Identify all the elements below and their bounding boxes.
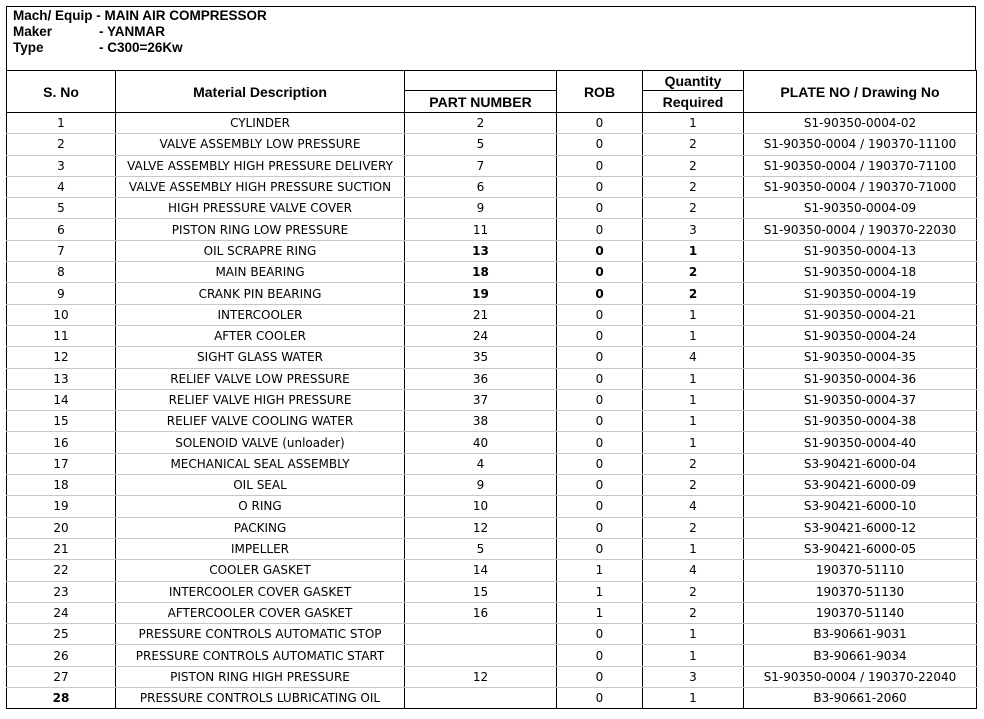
table-row — [7, 325, 977, 346]
cell-sno: 17 — [7, 453, 116, 474]
cell-quantity: 2 — [643, 262, 744, 283]
cell-sno: 21 — [7, 538, 116, 559]
cell-rob: 0 — [557, 688, 643, 709]
cell-part-number: 18 — [405, 262, 557, 283]
cell-description: PRESSURE CONTROLS AUTOMATIC STOP — [116, 624, 405, 645]
cell-part-number: 36 — [405, 368, 557, 389]
cell-quantity: 2 — [643, 176, 744, 197]
cell-description: INTERCOOLER — [116, 304, 405, 325]
cell-quantity: 2 — [643, 134, 744, 155]
table-row — [7, 176, 977, 197]
cell-sno: 25 — [7, 624, 116, 645]
cell-sno: 18 — [7, 475, 116, 496]
cell-quantity: 2 — [643, 602, 744, 623]
cell-part-number: 10 — [405, 496, 557, 517]
cell-part-number: 9 — [405, 198, 557, 219]
cell-plate-no: 190370-51130 — [744, 581, 977, 602]
cell-sno: 12 — [7, 347, 116, 368]
cell-plate-no: S1-90350-0004-02 — [744, 113, 977, 134]
col-header-sno: S. No — [7, 71, 116, 113]
cell-quantity: 1 — [643, 688, 744, 709]
cell-plate-no: S1-90350-0004-19 — [744, 283, 977, 304]
cell-rob: 0 — [557, 240, 643, 261]
cell-description: VALVE ASSEMBLY HIGH PRESSURE SUCTION — [116, 176, 405, 197]
cell-quantity: 2 — [643, 198, 744, 219]
cell-sno: 16 — [7, 432, 116, 453]
type-value: - C300=26Kw — [99, 40, 183, 55]
cell-plate-no: S1-90350-0004-24 — [744, 325, 977, 346]
cell-quantity: 1 — [643, 325, 744, 346]
mach-equip-line — [13, 8, 975, 24]
cell-sno: 2 — [7, 134, 116, 155]
cell-sno: 10 — [7, 304, 116, 325]
cell-plate-no: B3-90661-2060 — [744, 688, 977, 709]
mach-equip-value: - MAIN AIR COMPRESSOR — [96, 8, 267, 23]
cell-quantity: 2 — [643, 453, 744, 474]
cell-quantity: 4 — [643, 347, 744, 368]
cell-rob: 0 — [557, 432, 643, 453]
cell-description: SOLENOID VALVE (unloader) — [116, 432, 405, 453]
cell-plate-no: S1-90350-0004-38 — [744, 411, 977, 432]
parts-table-body — [7, 113, 977, 709]
cell-quantity: 2 — [643, 283, 744, 304]
cell-part-number: 16 — [405, 602, 557, 623]
table-row — [7, 262, 977, 283]
spare-parts-sheet — [6, 6, 976, 709]
table-row — [7, 411, 977, 432]
table-row — [7, 240, 977, 261]
cell-rob: 0 — [557, 304, 643, 325]
cell-quantity: 1 — [643, 389, 744, 410]
cell-rob: 0 — [557, 325, 643, 346]
cell-rob: 0 — [557, 347, 643, 368]
cell-plate-no: S1-90350-0004 / 190370-22030 — [744, 219, 977, 240]
cell-description: RELIEF VALVE LOW PRESSURE — [116, 368, 405, 389]
cell-plate-no: 190370-51110 — [744, 560, 977, 581]
table-row — [7, 538, 977, 559]
cell-rob: 0 — [557, 666, 643, 687]
cell-quantity: 1 — [643, 538, 744, 559]
cell-quantity: 1 — [643, 645, 744, 666]
cell-quantity: 2 — [643, 155, 744, 176]
cell-plate-no: S3-90421-6000-10 — [744, 496, 977, 517]
cell-rob: 0 — [557, 475, 643, 496]
cell-description: RELIEF VALVE COOLING WATER — [116, 411, 405, 432]
cell-quantity: 1 — [643, 240, 744, 261]
cell-rob: 1 — [557, 581, 643, 602]
cell-description: OIL SCRAPRE RING — [116, 240, 405, 261]
cell-quantity: 2 — [643, 581, 744, 602]
cell-plate-no: S1-90350-0004-36 — [744, 368, 977, 389]
cell-part-number: 13 — [405, 240, 557, 261]
table-row — [7, 624, 977, 645]
cell-part-number: 35 — [405, 347, 557, 368]
cell-description: RELIEF VALVE HIGH PRESSURE — [116, 389, 405, 410]
cell-part-number: 6 — [405, 176, 557, 197]
cell-description: HIGH PRESSURE VALVE COVER — [116, 198, 405, 219]
table-row — [7, 496, 977, 517]
cell-plate-no: S3-90421-6000-12 — [744, 517, 977, 538]
cell-plate-no: S1-90350-0004-18 — [744, 262, 977, 283]
cell-description: MECHANICAL SEAL ASSEMBLY — [116, 453, 405, 474]
cell-rob: 0 — [557, 283, 643, 304]
table-row — [7, 347, 977, 368]
cell-quantity: 1 — [643, 411, 744, 432]
cell-plate-no: S3-90421-6000-04 — [744, 453, 977, 474]
table-row — [7, 666, 977, 687]
table-row — [7, 304, 977, 325]
table-row — [7, 389, 977, 410]
cell-sno: 24 — [7, 602, 116, 623]
cell-description: OIL SEAL — [116, 475, 405, 496]
cell-rob: 0 — [557, 134, 643, 155]
col-header-rob: ROB — [557, 71, 643, 113]
cell-rob: 1 — [557, 602, 643, 623]
cell-plate-no: S1-90350-0004 / 190370-71100 — [744, 155, 977, 176]
col-header-part-blank — [405, 71, 557, 91]
cell-plate-no: S1-90350-0004-35 — [744, 347, 977, 368]
table-row — [7, 602, 977, 623]
cell-part-number — [405, 645, 557, 666]
col-header-description: Material Description — [116, 71, 405, 113]
col-header-required: Required — [643, 91, 744, 113]
col-header-part-number: PART NUMBER — [405, 91, 557, 113]
cell-rob: 0 — [557, 645, 643, 666]
cell-rob: 0 — [557, 198, 643, 219]
col-header-quantity: Quantity — [643, 71, 744, 91]
cell-sno: 4 — [7, 176, 116, 197]
cell-quantity: 1 — [643, 432, 744, 453]
cell-description: VALVE ASSEMBLY HIGH PRESSURE DELIVERY — [116, 155, 405, 176]
equipment-header — [6, 6, 976, 70]
cell-plate-no: S3-90421-6000-09 — [744, 475, 977, 496]
cell-rob: 0 — [557, 368, 643, 389]
cell-part-number: 14 — [405, 560, 557, 581]
cell-part-number: 11 — [405, 219, 557, 240]
table-row — [7, 517, 977, 538]
cell-quantity: 1 — [643, 304, 744, 325]
cell-plate-no: S1-90350-0004-09 — [744, 198, 977, 219]
cell-rob: 0 — [557, 538, 643, 559]
cell-plate-no: B3-90661-9034 — [744, 645, 977, 666]
cell-part-number: 12 — [405, 666, 557, 687]
table-row — [7, 198, 977, 219]
table-row — [7, 283, 977, 304]
table-row — [7, 113, 977, 134]
cell-plate-no: B3-90661-9031 — [744, 624, 977, 645]
cell-part-number: 19 — [405, 283, 557, 304]
cell-rob: 1 — [557, 560, 643, 581]
table-row — [7, 645, 977, 666]
cell-description: CYLINDER — [116, 113, 405, 134]
table-row — [7, 219, 977, 240]
cell-description: SIGHT GLASS WATER — [116, 347, 405, 368]
cell-description: MAIN BEARING — [116, 262, 405, 283]
table-row — [7, 432, 977, 453]
cell-part-number: 4 — [405, 453, 557, 474]
cell-sno: 7 — [7, 240, 116, 261]
cell-plate-no: S1-90350-0004-13 — [744, 240, 977, 261]
table-row — [7, 560, 977, 581]
cell-part-number: 21 — [405, 304, 557, 325]
cell-rob: 0 — [557, 517, 643, 538]
cell-description: CRANK PIN BEARING — [116, 283, 405, 304]
cell-sno: 6 — [7, 219, 116, 240]
cell-sno: 20 — [7, 517, 116, 538]
cell-part-number: 7 — [405, 155, 557, 176]
cell-description: PISTON RING LOW PRESSURE — [116, 219, 405, 240]
cell-plate-no: S1-90350-0004 / 190370-71000 — [744, 176, 977, 197]
cell-part-number: 5 — [405, 134, 557, 155]
cell-sno: 1 — [7, 113, 116, 134]
table-row — [7, 155, 977, 176]
cell-part-number: 9 — [405, 475, 557, 496]
cell-part-number — [405, 688, 557, 709]
cell-part-number — [405, 624, 557, 645]
table-row — [7, 475, 977, 496]
cell-sno: 15 — [7, 411, 116, 432]
type-label: Type — [13, 40, 44, 55]
cell-description: PACKING — [116, 517, 405, 538]
cell-part-number: 12 — [405, 517, 557, 538]
cell-sno: 11 — [7, 325, 116, 346]
cell-description: O RING — [116, 496, 405, 517]
cell-rob: 0 — [557, 411, 643, 432]
cell-plate-no: S1-90350-0004 / 190370-11100 — [744, 134, 977, 155]
cell-rob: 0 — [557, 262, 643, 283]
cell-sno: 9 — [7, 283, 116, 304]
cell-sno: 14 — [7, 389, 116, 410]
cell-quantity: 4 — [643, 496, 744, 517]
cell-description: AFTER COOLER — [116, 325, 405, 346]
cell-quantity: 1 — [643, 113, 744, 134]
cell-quantity: 3 — [643, 219, 744, 240]
cell-plate-no: S1-90350-0004-21 — [744, 304, 977, 325]
cell-part-number: 5 — [405, 538, 557, 559]
cell-sno: 26 — [7, 645, 116, 666]
cell-sno: 13 — [7, 368, 116, 389]
cell-sno: 22 — [7, 560, 116, 581]
type-line — [13, 40, 975, 56]
cell-rob: 0 — [557, 496, 643, 517]
cell-description: PRESSURE CONTROLS LUBRICATING OIL — [116, 688, 405, 709]
cell-quantity: 2 — [643, 475, 744, 496]
cell-rob: 0 — [557, 176, 643, 197]
cell-rob: 0 — [557, 453, 643, 474]
cell-part-number: 24 — [405, 325, 557, 346]
cell-description: PISTON RING HIGH PRESSURE — [116, 666, 405, 687]
cell-part-number: 15 — [405, 581, 557, 602]
cell-description: COOLER GASKET — [116, 560, 405, 581]
cell-quantity: 4 — [643, 560, 744, 581]
col-header-plate: PLATE NO / Drawing No — [744, 71, 977, 113]
cell-description: VALVE ASSEMBLY LOW PRESSURE — [116, 134, 405, 155]
cell-part-number: 37 — [405, 389, 557, 410]
table-row — [7, 368, 977, 389]
table-row — [7, 134, 977, 155]
cell-sno: 3 — [7, 155, 116, 176]
cell-sno: 23 — [7, 581, 116, 602]
cell-plate-no: S1-90350-0004 / 190370-22040 — [744, 666, 977, 687]
table-row — [7, 453, 977, 474]
cell-part-number: 2 — [405, 113, 557, 134]
maker-value: - YANMAR — [99, 24, 166, 39]
cell-sno: 5 — [7, 198, 116, 219]
cell-rob: 0 — [557, 113, 643, 134]
cell-sno: 19 — [7, 496, 116, 517]
cell-plate-no: S1-90350-0004-37 — [744, 389, 977, 410]
cell-description: PRESSURE CONTROLS AUTOMATIC START — [116, 645, 405, 666]
cell-quantity: 2 — [643, 517, 744, 538]
cell-description: INTERCOOLER COVER GASKET — [116, 581, 405, 602]
maker-line — [13, 24, 975, 40]
mach-equip-label: Mach/ Equip — [13, 8, 93, 23]
parts-table — [6, 70, 977, 709]
table-row — [7, 688, 977, 709]
cell-plate-no: S1-90350-0004-40 — [744, 432, 977, 453]
cell-quantity: 1 — [643, 624, 744, 645]
cell-part-number: 38 — [405, 411, 557, 432]
cell-rob: 0 — [557, 389, 643, 410]
cell-plate-no: 190370-51140 — [744, 602, 977, 623]
cell-description: AFTERCOOLER COVER GASKET — [116, 602, 405, 623]
cell-quantity: 1 — [643, 368, 744, 389]
cell-rob: 0 — [557, 219, 643, 240]
table-row — [7, 581, 977, 602]
cell-sno: 27 — [7, 666, 116, 687]
maker-label: Maker — [13, 24, 53, 39]
cell-plate-no: S3-90421-6000-05 — [744, 538, 977, 559]
cell-description: IMPELLER — [116, 538, 405, 559]
cell-sno: 8 — [7, 262, 116, 283]
cell-rob: 0 — [557, 624, 643, 645]
cell-rob: 0 — [557, 155, 643, 176]
cell-sno: 28 — [7, 688, 116, 709]
cell-part-number: 40 — [405, 432, 557, 453]
cell-quantity: 3 — [643, 666, 744, 687]
